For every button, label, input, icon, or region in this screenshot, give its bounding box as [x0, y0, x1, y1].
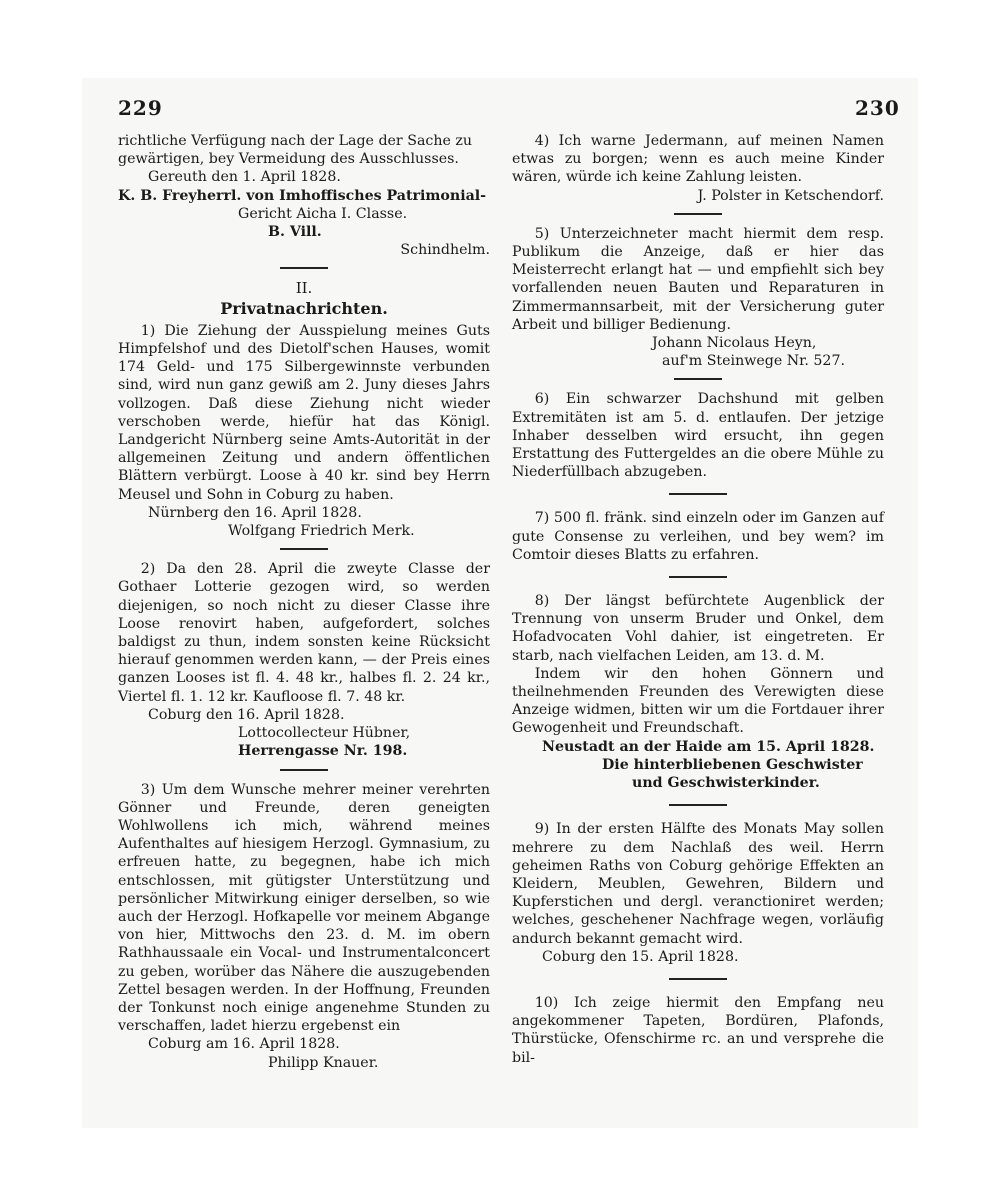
- divider: [669, 978, 727, 980]
- notice-3-signature: Philipp Knauer.: [268, 1054, 379, 1071]
- notice-1-signature: Wolfgang Friedrich Merk.: [228, 523, 415, 540]
- right-column: [512, 132, 884, 1067]
- notice-1-text: 1) Die Ziehung der Ausspielung meines Guts Himpfelshof und des Dietolf'schen Hauses, womit 174 Geld- und 175 Silbergewinnste verbunden sind, wird nun ganz gewiß am 2. Juny dieses Jahrs vollzogen. Daß diese Ziehung nicht wieder verschoben werde, hiefür hat das Königl. Landgericht Nürnberg seine Amts-Autorität in der allgemeinen Zeitung und andern öffentlichen Blättern verbürgt. Loose à 40 kr. sind bey Herrn Meusel und Sohn in Coburg zu haben.: [118, 322, 490, 503]
- divider: [669, 493, 727, 495]
- notice-8-text-2: Indem wir den hohen Gönnern und theilnehmenden Freunden des Verewigten diese Anzeige widmen, bitten wir um die Fortdauer ihrer Gewogenheit und Freundschaft.: [512, 665, 884, 737]
- divider: [674, 213, 722, 215]
- divider: [669, 576, 727, 578]
- notice-8-signature-2: und Geschwisterkinder.: [632, 775, 820, 792]
- notice-5-signature-1: Johann Nicolaus Heyn,: [652, 335, 817, 352]
- court-line-1: K. B. Freyherrl. von Imhoffisches Patrimonial-: [118, 187, 487, 204]
- notice-5-signature-2: auf'm Steinwege Nr. 527.: [662, 353, 845, 370]
- notice-3-text: 3) Um dem Wunsche mehrer meiner verehrten Gönner und Freunde, deren geneigten Wohlwollens ich mich, während meines Aufenthaltes auf hiesigem Herzogl. Gymnasium, zu erfreuen hatte, zu begegnen, habe ich mich entschlossen, mit gütigster Unterstützung und persönlicher Mitwirkung einiger derselben, so wie auch der Herzogl. Hofkapelle vor meinem Abgange von hier, Mittwochs den 23. d. M. im obern Rathhaussaale ein Vocal- und Instrumentalconcert zu geben, worüber das Nähere die auszugebenden Zettel besagen werden. In der Hoffnung, Freunden der Tonkunst noch einige angenehme Stunden zu verschaffen, ladet hierzu ergebenst ein: [118, 781, 490, 1035]
- notice-8-signature-1: Die hinterbliebenen Geschwister: [602, 756, 863, 773]
- notice-1-place-date: Nürnberg den 16. April 1828.: [148, 504, 362, 521]
- notice-2-text: 2) Da den 28. April die zweyte Classe der Gothaer Lotterie gezogen wird, so werden diejenigen, so noch nicht zu dieser Classe ihre Loose renovirt haben, aufgefordert, solches baldigst zu thun, indem sonsten keine Rücksicht hierauf genommen werden kann, — der Preis eines ganzen Looses ist fl. 4. 48 kr., halbes fl. 2. 24 kr., Viertel fl. 1. 12 kr. Kaufloose fl. 7. 48 kr.: [118, 561, 490, 705]
- divider: [280, 548, 328, 550]
- notice-7-text: 7) 500 fl. fränk. sind einzeln oder im Ganzen auf gute Consense zu verleihen, und bey wem? im Comtoir dieses Blatts zu erfahren.: [512, 510, 884, 563]
- page-number-right: 230: [855, 96, 900, 120]
- notice-2-signature-2: Herrengasse Nr. 198.: [238, 743, 408, 760]
- notice-6-text: 6) Ein schwarzer Dachshund mit gelben Extremitäten ist am 5. d. entlaufen. Der jetzige Inhaber desselben wird ersucht, ihn gegen Erstattung des Futtergeldes an die obere Mühle zu Niederfüllbach abzugeben.: [512, 391, 884, 481]
- notice-4-signature: J. Polster in Ketschendorf.: [697, 187, 884, 204]
- divider: [280, 267, 328, 269]
- notice-3-place-date: Coburg am 16. April 1828.: [148, 1036, 340, 1053]
- page-number-left: 229: [118, 96, 163, 120]
- notice-9-place-date: Coburg den 15. April 1828.: [542, 948, 739, 965]
- court-line-2: Gericht Aicha I. Classe.: [238, 205, 408, 222]
- notice-8-text: 8) Der längst befürchtete Augenblick der Trennung von unserm Bruder und Onkel, dem Hofadvocaten Vohl dahier, ist eingetreten. Er starb, nach vielfachen Leiden, am 13. d. M.: [512, 593, 884, 664]
- divider: [280, 769, 328, 771]
- divider: [669, 804, 727, 806]
- notice-2-place-date: Coburg den 16. April 1828.: [148, 706, 345, 723]
- notice-8-place-date: Neustadt an der Haide am 15. April 1828.: [542, 738, 875, 755]
- notice-2-signature-1: Lottocollecteur Hübner,: [238, 725, 411, 742]
- notice-4-text: 4) Ich warne Jedermann, auf meinen Namen etwas zu borgen; wenn es auch meine Kinder wären, würde ich keine Zahlung leisten.: [512, 133, 884, 186]
- left-column: [118, 132, 490, 1072]
- notice-9-text: 9) In der ersten Hälfte des Monats May sollen mehrere zu dem Nachlaß des weil. Herrn geheimen Raths von Coburg gehörige Effekten an Kleidern, Meublen, Gewehren, Bildern und Kupferstichen und dergl. veranctioniret werden; welches, geschehener Nachfrage wegen, vorläufig andurch bekannt gemacht wird.: [512, 821, 884, 947]
- intro-line-1: richtliche Verfügung nach der Lage der Sache zu: [118, 133, 473, 149]
- notice-10-text: 10) Ich zeige hiermit den Empfang neu angekommener Tapeten, Bordüren, Plafonds, Thürstücke, Ofenschirme rc. an und versprehe die bil-: [512, 994, 884, 1066]
- section-number: II.: [295, 279, 313, 298]
- section-title: Privatnachrichten.: [220, 298, 388, 318]
- court-signature-2: Schindhelm.: [400, 242, 490, 259]
- divider: [674, 378, 722, 380]
- notice-5-text: 5) Unterzeichneter macht hiermit dem resp. Publikum die Anzeige, daß er hier das Meisterrecht erlangt hat — und empfiehlt sich bey vorfallenden neuen Bauten und Reparaturen in Zimmermannsarbeit, mit der Versicherung guter Arbeit und billiger Bedienung.: [512, 225, 884, 333]
- intro-place-date: Gereuth den 1. April 1828.: [148, 169, 341, 186]
- court-signature-1: B. Vill.: [268, 224, 322, 241]
- intro-line-2: gewärtigen, bey Vermeidung des Ausschlusses.: [118, 151, 459, 168]
